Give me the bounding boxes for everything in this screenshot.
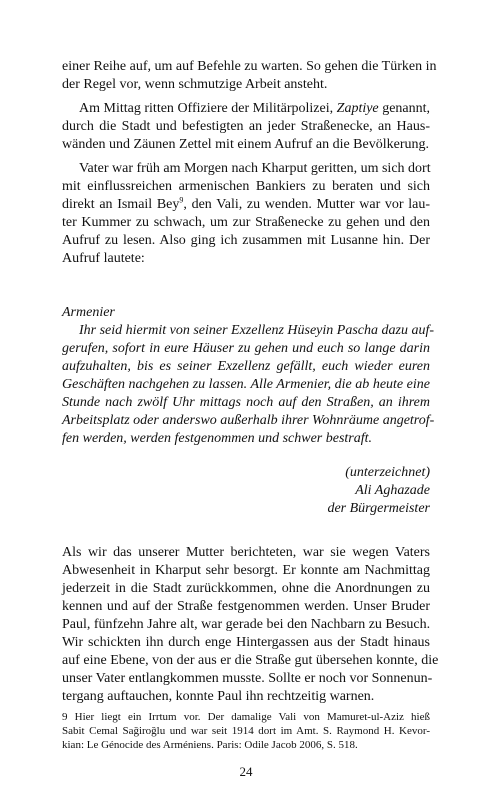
proclamation-heading: Armenier xyxy=(62,305,115,320)
body-line: unser Vater entlangkommen musste. Sollte er noch vor Sonnenun- xyxy=(62,671,433,686)
body-line: Als wir das unserer Mutter berichteten, war sie wegen Vaters xyxy=(62,545,430,560)
body-line: Vater war früh am Morgen nach Kharput geritten, um sich dort xyxy=(79,161,431,176)
body-line: kennen und auf der Straße festgenommen werden. Unser Bruder xyxy=(62,599,430,614)
page-number: 24 xyxy=(239,764,253,779)
body-line: ter Kummer zu schwach, um zur Straßenecke zu gehen und den xyxy=(62,215,430,230)
body-line: wänden und Zäunen Zettel mit einem Aufruf an die Bevölkerung. xyxy=(62,137,430,152)
proclamation-line: Ihr seid hiermit von seiner Exzellenz Hüseyin Pascha dazu auf- xyxy=(79,323,434,338)
proclamation-line: fen werden, werden festgenommen und schwer bestraft. xyxy=(62,431,373,446)
body-line: direkt an Ismail Bey$^9$, den Vali, zu wenden. Mutter war vor lau- xyxy=(62,195,430,212)
proclamation-line: Stunde nach zwölf Uhr mittags noch auf den Straßen, an ihrem xyxy=(62,395,430,410)
signature-line: der Bürgermeister xyxy=(327,501,430,516)
body-line: Paul, fünfzehn Jahre alt, war gerade bei den Nachbarn zu Besuch. xyxy=(62,617,431,632)
body-line: der Regel vor, wenn schmutzige Arbeit ansteht. xyxy=(62,77,328,92)
body-line: auf eine Ebene, von der aus er die Straße gut übersehen konnte, die xyxy=(62,653,439,668)
signature-line: Ali Aghazade xyxy=(355,483,430,498)
body-line: jederzeit in die Stadt zurückkommen, ohne die Anordnungen zu xyxy=(62,581,430,596)
footnote-line: Sabit Cemal Sağiroğlu und war seit 1914 dort im Amt. S. Raymond H. Kevor- xyxy=(62,725,430,737)
footnote-marker: 9 xyxy=(179,195,184,205)
body-line: Wir schickten ihn durch enge Hintergassen aus der Stadt hinaus xyxy=(62,635,430,650)
footnote-line: kian: Le Génocide des Arméniens. Paris: Odile Jacob 2006, S. 518. xyxy=(62,739,358,751)
body-line: Abwesenheit in Kharput sehr besorgt. Er konnte am Nachmittag xyxy=(62,563,430,578)
body-line: mit einflussreichen armenischen Bankiers zu beraten und sich xyxy=(62,179,430,194)
proclamation-line: gerufen, sofort in eure Häuser zu gehen und euch so lange darin xyxy=(62,341,430,356)
signature-line: (unterzeichnet) xyxy=(345,465,430,480)
proclamation-line: Arbeitsplatz oder anderswo außerhalb ihrer Wohnräume angetrof- xyxy=(62,413,435,428)
body-line: einer Reihe auf, um auf Befehle zu warten. So gehen die Türken in xyxy=(62,59,437,74)
italic-term: Zaptiye xyxy=(336,101,379,116)
body-line: Aufruf zu lesen. Also ging ich zusammen mit Lusanne hin. Der xyxy=(62,233,430,248)
body-line: Am Mittag ritten Offiziere der Militärpolizei, Zaptiye genannt, xyxy=(79,101,431,116)
body-line: durch die Stadt und befestigten an jeder Straßenecke, an Haus- xyxy=(62,119,430,134)
footnote-line: 9 Hier liegt ein Irrtum vor. Der damalige Vali von Mamuret-ul-Aziz hieß xyxy=(62,711,430,723)
proclamation-line: Geschäften nachgehen zu lassen. Alle Armenier, die ab heute eine xyxy=(62,377,430,392)
body-line: Aufruf lautete: xyxy=(62,251,145,266)
proclamation-line: aufzuhalten, bis es seiner Exzellenz gefällt, euch wieder euren xyxy=(62,359,430,374)
body-line: tergang auftauchen, konnte Paul ihn rechtzeitig warnen. xyxy=(62,689,375,704)
